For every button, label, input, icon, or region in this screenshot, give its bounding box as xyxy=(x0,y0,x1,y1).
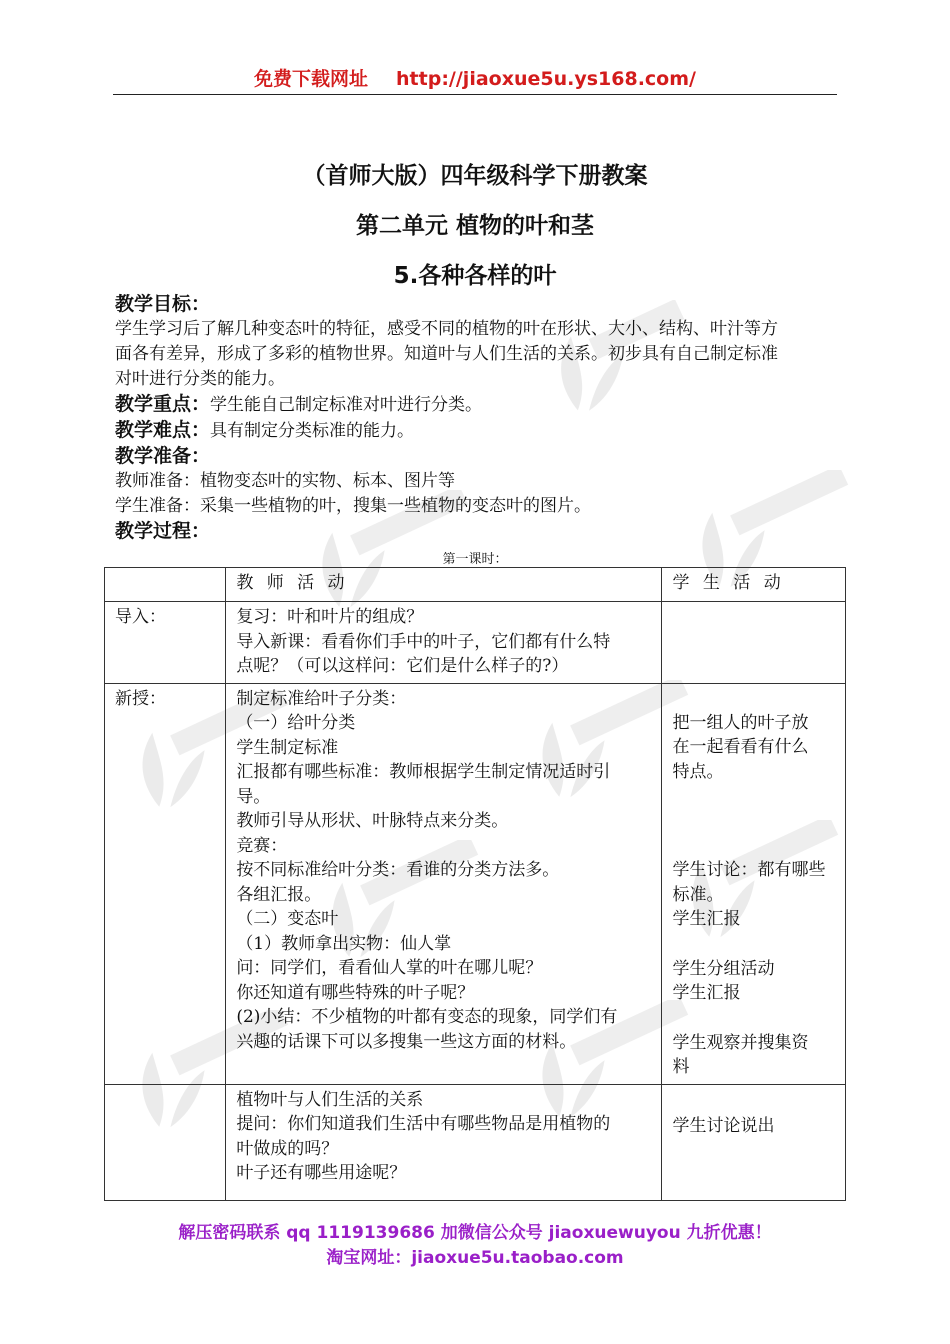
teacher-activity-cell xyxy=(226,683,662,1084)
teacher-line: 导。 xyxy=(236,786,271,807)
lesson-plan-table xyxy=(104,567,846,1201)
spacer xyxy=(672,1088,837,1114)
goals-heading: 教学目标： xyxy=(115,293,211,315)
teacher-line: 学生制定标准 xyxy=(236,737,339,758)
table-header-row xyxy=(105,568,846,602)
teacher-line: 导入新课：看看你们手中的叶子，它们都有什么特 xyxy=(236,631,611,652)
header-divider xyxy=(113,94,837,95)
goals-line: 面各有差异，形成了多彩的植物世界。知道叶与人们生活的关系。初步具有自己制定标准 xyxy=(115,344,778,364)
process-heading: 教学过程： xyxy=(115,520,211,542)
footer-contact: 解压密码联系 qq 1119139686 加微信公众号 jiaoxuewuyou 九折优惠！ xyxy=(178,1223,772,1243)
teacher-line: 复习：叶和叶片的组成？ xyxy=(236,607,424,627)
stage-cell: 导入： xyxy=(105,602,226,684)
lesson-title: 5.各种各样的叶 xyxy=(393,263,557,289)
teacher-line: (2)小结：不少植物的叶都有变态的现象，同学们有 xyxy=(236,1007,618,1027)
stage-cell xyxy=(105,1084,226,1200)
spacer xyxy=(672,687,837,711)
student-activity-cell xyxy=(662,1084,846,1200)
header-cell-stage xyxy=(105,568,226,602)
student-line: 料 xyxy=(672,1057,690,1077)
key-point-heading: 教学重点： xyxy=(115,393,211,415)
teacher-line: 叶子还有哪些用途呢？ xyxy=(236,1163,407,1183)
teacher-line: 兴趣的话课下可以多搜集一些这方面的材料。 xyxy=(236,1031,577,1052)
teacher-line: 问：同学们，看看仙人掌的叶在哪儿呢？ xyxy=(236,958,543,978)
table-row xyxy=(105,683,846,1084)
student-line: 特点。 xyxy=(672,761,724,782)
teacher-line: 制定标准给叶子分类： xyxy=(236,688,407,709)
unit-title: 第二单元 植物的叶和茎 xyxy=(355,213,594,239)
difficult-point-text: 具有制定分类标准的能力。 xyxy=(210,421,415,441)
preparation-heading: 教学准备： xyxy=(115,445,211,467)
teacher-line: 按不同标准给叶分类：看谁的分类方法多。 xyxy=(236,860,560,880)
student-line: 学生讨论：都有哪些 xyxy=(672,860,826,880)
header-label: 免费下载网址 xyxy=(254,68,369,90)
teacher-line: 竞赛： xyxy=(236,835,288,856)
student-line: 学生观察并搜集资 xyxy=(672,1032,809,1053)
teacher-line: 点呢？（可以这样问：它们是什么样子的?） xyxy=(236,656,569,676)
download-header xyxy=(113,64,837,91)
teaching-goals-section xyxy=(115,292,840,544)
student-line: 标准。 xyxy=(672,884,724,905)
teacher-line: 你还知道有哪些特殊的叶子呢？ xyxy=(236,982,475,1003)
header-cell-teacher: 教 师 活 动 xyxy=(226,568,662,602)
key-point-text: 学生能自己制定标准对叶进行分类。 xyxy=(210,395,483,415)
header-cell-student: 学 生 活 动 xyxy=(662,568,846,602)
teacher-line: 植物叶与人们生活的关系 xyxy=(236,1089,424,1110)
lesson-period-label: 第一课时： xyxy=(442,552,508,567)
teacher-line: （1）教师拿出实物：仙人掌 xyxy=(236,933,452,954)
spacer xyxy=(672,784,837,858)
spacer xyxy=(672,1006,837,1031)
student-line: 学生汇报 xyxy=(672,909,741,929)
student-line: 在一起看看有什么 xyxy=(672,737,809,757)
goals-line: 对叶进行分类的能力。 xyxy=(115,369,285,389)
student-line: 把一组人的叶子放 xyxy=(672,712,809,733)
key-point-row xyxy=(115,392,840,418)
teacher-line: （一）给叶分类 xyxy=(236,713,356,733)
teacher-line: 叶做成的吗？ xyxy=(236,1138,339,1159)
student-activity-cell xyxy=(662,602,846,684)
teacher-line: 汇报都有哪些标准：教师根据学生制定情况适时引 xyxy=(236,762,611,782)
difficult-point-row xyxy=(115,418,840,444)
teacher-line: （二）变态叶 xyxy=(236,909,339,929)
teacher-line: 各组汇报。 xyxy=(236,884,322,905)
teacher-preparation: 教师准备：植物变态叶的实物、标本、图片等 xyxy=(115,471,455,491)
spacer xyxy=(672,932,837,957)
teacher-line: 提问：你们知道我们生活中有哪些物品是用植物的 xyxy=(236,1114,611,1134)
teacher-activity-cell xyxy=(226,602,662,684)
difficult-point-heading: 教学难点： xyxy=(115,419,211,441)
stage-cell: 新授： xyxy=(105,683,226,1084)
teacher-line: 教师引导从形状、叶脉特点来分类。 xyxy=(236,811,509,831)
footer-shop-url[interactable]: 淘宝网址：jiaoxue5u.taobao.com xyxy=(326,1248,624,1268)
student-line: 学生汇报 xyxy=(672,983,741,1003)
teacher-activity-cell xyxy=(226,1084,662,1200)
table-row xyxy=(105,602,846,684)
student-activity-cell xyxy=(662,683,846,1084)
document-title: （首师大版）四年级科学下册教案 xyxy=(302,163,648,189)
student-line: 学生讨论说出 xyxy=(672,1115,775,1136)
table-row xyxy=(105,1084,846,1200)
goals-line: 学生学习后了解几种变态叶的特征，感受不同的植物的叶在形状、大小、结构、叶汁等方 xyxy=(115,319,778,339)
student-line: 学生分组活动 xyxy=(672,958,775,979)
student-preparation: 学生准备：采集一些植物的叶，搜集一些植物的变态叶的图片。 xyxy=(115,496,591,516)
header-url[interactable]: http://jiaoxue5u.ys168.com/ xyxy=(396,68,696,90)
